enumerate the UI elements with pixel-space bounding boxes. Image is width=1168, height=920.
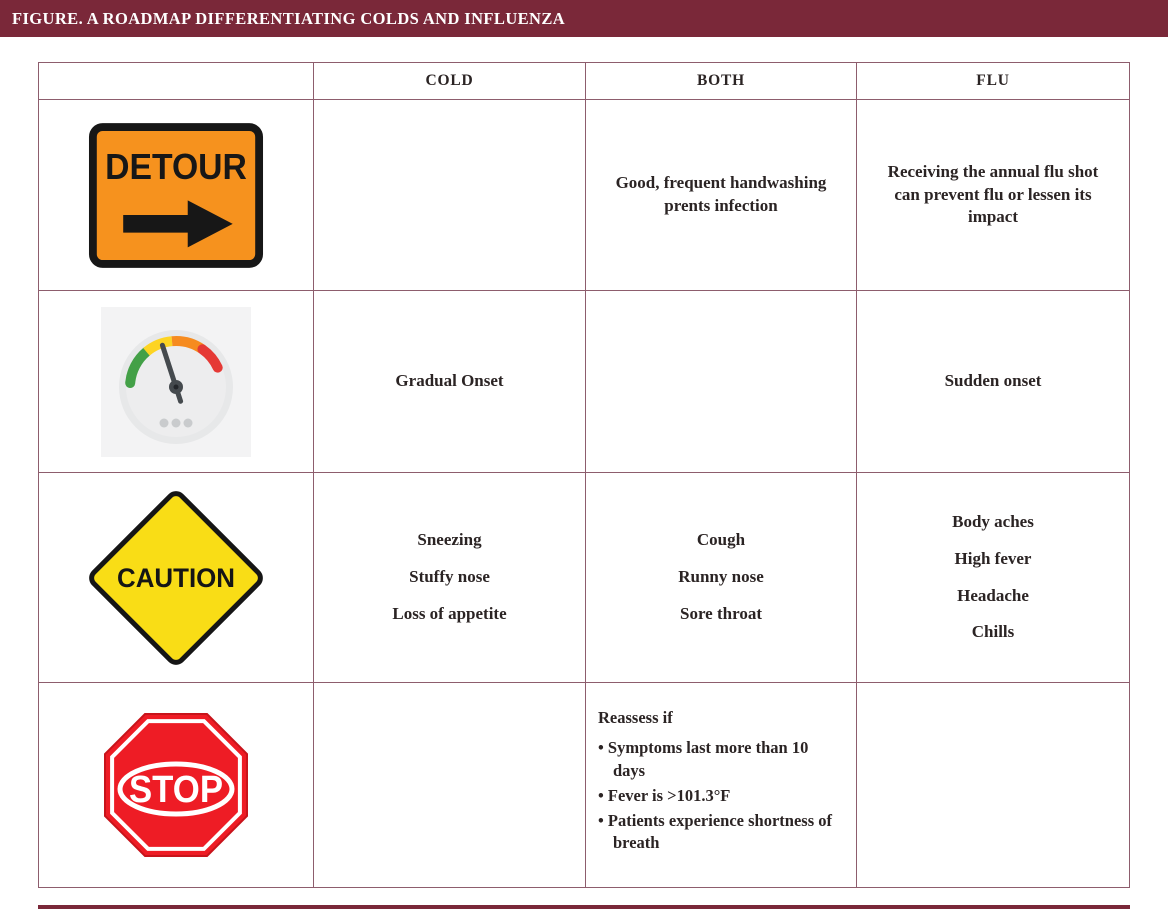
cell-text: Gradual Onset <box>395 371 504 391</box>
speedometer-icon <box>101 307 251 457</box>
reassess-bullet: • Fever is >101.3°F <box>598 785 844 807</box>
header-cell-flu: FLU <box>857 63 1129 100</box>
cell-text: Sudden onset <box>944 371 1042 391</box>
cell-text: Good, frequent handwashing prents infection <box>615 173 827 215</box>
cell-symptoms-flu <box>857 473 1129 683</box>
figure-body <box>0 62 1168 909</box>
cell-text: Cough <box>696 530 746 550</box>
roadmap-table <box>38 62 1130 888</box>
cell-text: High fever <box>954 548 1032 568</box>
cell-text: Loss of appetite <box>392 603 507 623</box>
detour-sign-icon <box>88 122 264 269</box>
header-cell-both: BOTH <box>586 63 857 100</box>
header-cell-cold: COLD <box>314 63 586 100</box>
cell-text: Sore throat <box>679 603 762 623</box>
cell-onset-both <box>586 291 857 473</box>
cell-reassess-both <box>586 683 857 887</box>
cell-onset-cold <box>314 291 586 473</box>
caution-sign-cell <box>39 473 314 683</box>
stop-sign-label: STOP <box>129 769 223 811</box>
caution-sign-label: CAUTION <box>117 562 235 593</box>
speedometer-cell <box>39 291 314 473</box>
cell-text: Runny nose <box>678 567 764 587</box>
cell-symptoms-cold <box>314 473 586 683</box>
cell-prevention-flu <box>857 100 1129 291</box>
cell-text: Headache <box>957 585 1029 605</box>
reassess-bullet: • Symptoms last more than 10 days <box>598 737 844 782</box>
figure-title-bar <box>0 0 1168 37</box>
figure-title: FIGURE. A ROADMAP DIFFERENTIATING COLDS AND INFLUENZA <box>12 8 566 28</box>
cell-onset-flu <box>857 291 1129 473</box>
reassess-intro: Reassess if <box>598 708 673 727</box>
header-cell-blank <box>39 63 314 100</box>
reassess-bullet: • Patients experience shortness of breath <box>598 810 844 855</box>
stop-sign-icon <box>101 710 251 860</box>
cell-symptoms-both <box>586 473 857 683</box>
stop-sign-cell <box>39 683 314 887</box>
cell-reassess-flu <box>857 683 1129 887</box>
detour-sign-cell <box>39 100 314 291</box>
cell-reassess-cold <box>314 683 586 887</box>
caution-sign-icon <box>86 488 266 668</box>
cell-text: Receiving the annual flu shot can prevent flu or lessen its impact <box>887 161 1099 227</box>
detour-sign-label: DETOUR <box>105 145 247 187</box>
cell-prevention-both <box>586 100 857 291</box>
bottom-rule <box>38 905 1130 909</box>
cell-prevention-cold <box>314 100 586 291</box>
cell-text: Sneezing <box>417 530 482 550</box>
reassess-bullet-list <box>598 734 844 857</box>
cell-text: Stuffy nose <box>409 567 490 587</box>
cell-text: Body aches <box>952 511 1034 531</box>
cell-text: Chills <box>971 622 1015 642</box>
